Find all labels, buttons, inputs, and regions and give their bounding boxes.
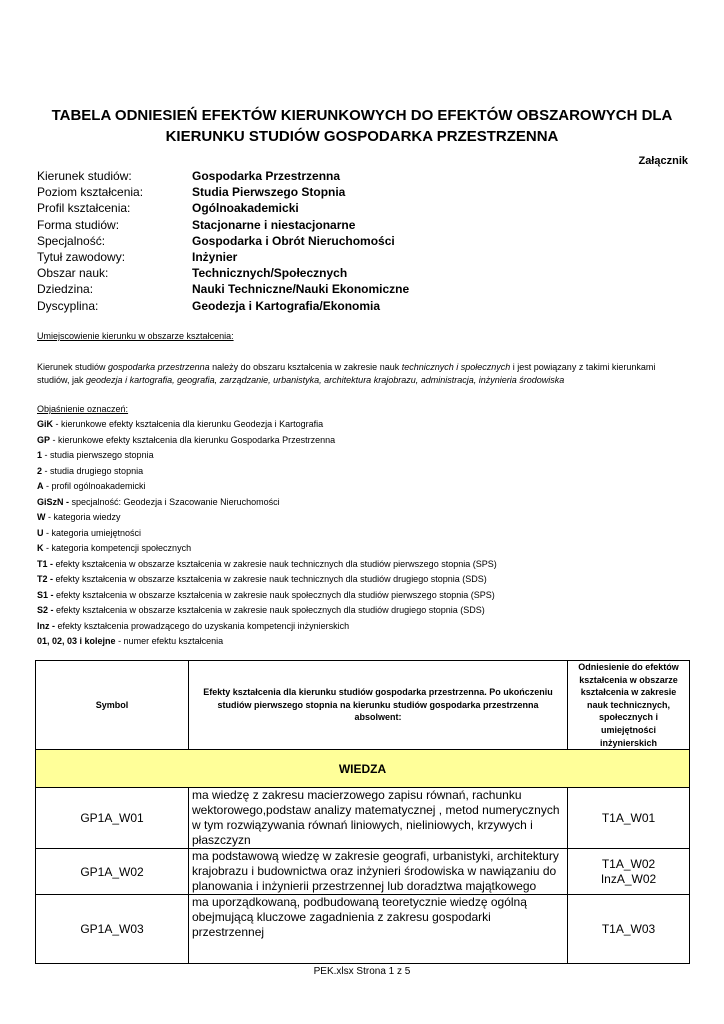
- legend-text: - kierunkowe efekty kształcenia dla kierunku Gospodarka Przestrzenna: [50, 434, 336, 445]
- table-row: [36, 849, 690, 895]
- legend-item: [37, 464, 497, 480]
- document-title: [20, 105, 704, 147]
- meta-value: Ogólnoakademicki: [192, 201, 299, 216]
- table-row: [36, 895, 690, 964]
- legend-text: - studia pierwszego stopnia: [42, 450, 154, 460]
- effect-reference: [568, 849, 690, 895]
- legend-key: S1 -: [37, 589, 54, 600]
- table-header-row: [36, 661, 690, 750]
- meta-label: Profil kształcenia:: [37, 201, 131, 216]
- legend-item: [37, 479, 497, 495]
- meta-label: Obszar nauk:: [37, 266, 109, 281]
- legend-item: [37, 510, 497, 526]
- meta-value: Stacjonarne i niestacjonarne: [192, 217, 356, 232]
- meta-label: Dyscyplina:: [37, 298, 99, 313]
- legend-text: - profil ogólnoakademicki: [43, 481, 146, 491]
- meta-value: Gospodarka Przestrzenna: [192, 169, 341, 183]
- page-footer: PEK.xlsx Strona 1 z 5: [313, 966, 411, 977]
- meta-value: Geodezja i Kartografia/Ekonomia: [192, 298, 381, 313]
- legend-item: [37, 417, 497, 433]
- legend-text: specjalność: Geodezja i Szacowanie Nieruchomości: [69, 496, 280, 507]
- section-wiedza: WIEDZA: [36, 750, 690, 788]
- reference-code: T1A_W02: [601, 856, 656, 871]
- effect-reference: [568, 895, 690, 964]
- legend-key: GiSzN -: [37, 496, 70, 507]
- legend-key: 01, 02, 03 i kolejne: [37, 636, 116, 646]
- legend-key: W: [37, 512, 46, 522]
- legend-text: efekty kształcenia w obszarze kształcenia w zakresie nauk technicznych dla studiów pierwszego stopnia (SPS): [53, 558, 497, 569]
- legend-item: [37, 557, 497, 573]
- location-text-part: technicznych i społecznych: [401, 362, 511, 372]
- legend-item: [37, 603, 497, 619]
- legend-key: T1 -: [37, 558, 54, 569]
- meta-value: Technicznych/Społecznych: [192, 266, 348, 281]
- effect-symbol: GP1A_W03: [36, 895, 189, 964]
- legend-text: efekty kształcenia w obszarze kształcenia w zakresie nauk społecznych dla studiów pierwszego stopnia (SPS): [53, 589, 495, 600]
- meta-value: Inżynier: [192, 249, 238, 264]
- header-effects: Efekty kształcenia dla kierunku studiów gospodarka przestrzenna. Po ukończeniu studiów pierwszego stopnia na kierunku studiów gospodarka przestrzenna absolwent:: [189, 661, 568, 750]
- legend-key: U: [37, 527, 44, 538]
- effects-table: [35, 660, 690, 964]
- effect-description: ma uporządkowaną, podbudowaną teoretycznie wiedzę ogólną obejmującą kluczowe zagadnienia z zakresu gospodarki przestrzennej: [189, 895, 568, 964]
- legend-text: efekty kształcenia w obszarze kształcenia w zakresie nauk technicznych dla studiów drugiego stopnia (SDS): [53, 574, 487, 584]
- location-text: [37, 361, 677, 387]
- header-symbol: Symbol: [36, 661, 189, 750]
- location-text-part: gospodarka przestrzenna: [108, 362, 210, 372]
- legend-key: 2: [37, 465, 43, 476]
- legend-item: [37, 541, 497, 557]
- legend-text: - kategoria wiedzy: [45, 512, 121, 522]
- legend-key: K: [37, 543, 44, 553]
- legend-key: S2 -: [37, 605, 54, 615]
- meta-value: Gospodarka i Obrót Nieruchomości: [192, 233, 395, 248]
- location-text-part: należy do obszaru kształcenia w zakresie nauk: [209, 362, 402, 372]
- attachment-label: Załącznik: [638, 155, 688, 167]
- header-reference: Odniesienie do efektów kształcenia w obszarze kształcenia w zakresie nauk technicznych, społecznych i umiejętności inżynierskich: [568, 661, 690, 750]
- legend-key: Inz -: [37, 620, 55, 631]
- legend-key: 1: [37, 450, 43, 460]
- legend-key: GiK: [37, 419, 54, 429]
- effect-symbol: GP1A_W02: [36, 849, 189, 895]
- legend-text: efekty kształcenia w obszarze kształcenia w zakresie nauk społecznych dla studiów drugiego stopnia (SDS): [53, 605, 485, 615]
- legend-item: [37, 572, 497, 588]
- location-text-part: geodezja i kartografia, geografia, zarządzanie, urbanistyka, architektura krajobrazu, administracja, inżynieria środowiska: [86, 375, 565, 385]
- title-line-2: KIERUNKU STUDIÓW GOSPODARKA PRZESTRZENNA: [165, 128, 559, 145]
- effect-description: ma podstawową wiedzę w zakresie geografi, urbanistyki, architektury krajobrazu i budownictwa oraz inżynieri środowiska w nawiązaniu do planowania i inżynierii przestrzennej lub doradztwa majątkowego: [189, 849, 568, 895]
- section-row: [36, 750, 690, 788]
- legend-item: [37, 634, 497, 650]
- legend-key: A: [37, 481, 44, 491]
- meta-label: Kierunek studiów:: [37, 169, 132, 183]
- legend-heading: Objaśnienie oznaczeń:: [37, 404, 129, 414]
- legend-text: - studia drugiego stopnia: [42, 465, 144, 476]
- legend-text: - kierunkowe efekty kształcenia dla kierunku Geodezja i Kartografia: [53, 419, 324, 429]
- location-text-part: i jest powiązany z takimi kierunkami studiów, jak: [37, 362, 656, 385]
- reference-code: T1A_W01: [601, 810, 656, 825]
- reference-code: InzA_W02: [600, 871, 657, 886]
- legend-item: [37, 526, 497, 542]
- legend-item: [37, 448, 497, 464]
- meta-label: Tytuł zawodowy:: [37, 249, 126, 264]
- reference-code: T1A_W03: [601, 921, 656, 936]
- legend-item: [37, 588, 497, 604]
- location-text-part: Kierunek studiów: [37, 362, 109, 372]
- legend: [37, 417, 497, 650]
- meta-label: Poziom kształcenia:: [37, 185, 144, 200]
- meta-label: Dziedzina:: [37, 282, 94, 297]
- effect-description: ma wiedzę z zakresu macierzowego zapisu równań, rachunku wektorowego,podstaw analizy matematycznej , metod numerycznych w tym rozwiązywania równań liniowych, nieliniowych, krzywych i płaszczyzn: [189, 788, 568, 849]
- legend-text: - kategoria kompetencji społecznych: [43, 543, 192, 553]
- meta-value: Studia Pierwszego Stopnia: [192, 185, 346, 200]
- legend-text: - kategoria umiejętności: [43, 527, 142, 538]
- meta-label: Forma studiów:: [37, 217, 120, 232]
- legend-key: T2 -: [37, 574, 54, 584]
- meta-value: Nauki Techniczne/Nauki Ekonomiczne: [192, 282, 410, 297]
- effect-symbol: GP1A_W01: [36, 788, 189, 849]
- table-row: [36, 788, 690, 849]
- legend-text: - numer efektu kształcenia: [115, 636, 224, 646]
- legend-item: [37, 433, 497, 449]
- meta-label: Specjalność:: [37, 233, 106, 248]
- location-heading: Umiejscowienie kierunku w obszarze kształcenia:: [37, 331, 234, 341]
- effect-reference: [568, 788, 690, 849]
- legend-item: [37, 495, 497, 511]
- legend-text: efekty kształcenia prowadzącego do uzyskania kompetencji inżynierskich: [55, 620, 350, 631]
- legend-key: GP: [37, 434, 51, 445]
- legend-item: [37, 619, 497, 635]
- title-line-1: TABELA ODNIESIEŃ EFEKTÓW KIERUNKOWYCH DO EFEKTÓW OBSZAROWYCH DLA: [51, 107, 673, 124]
